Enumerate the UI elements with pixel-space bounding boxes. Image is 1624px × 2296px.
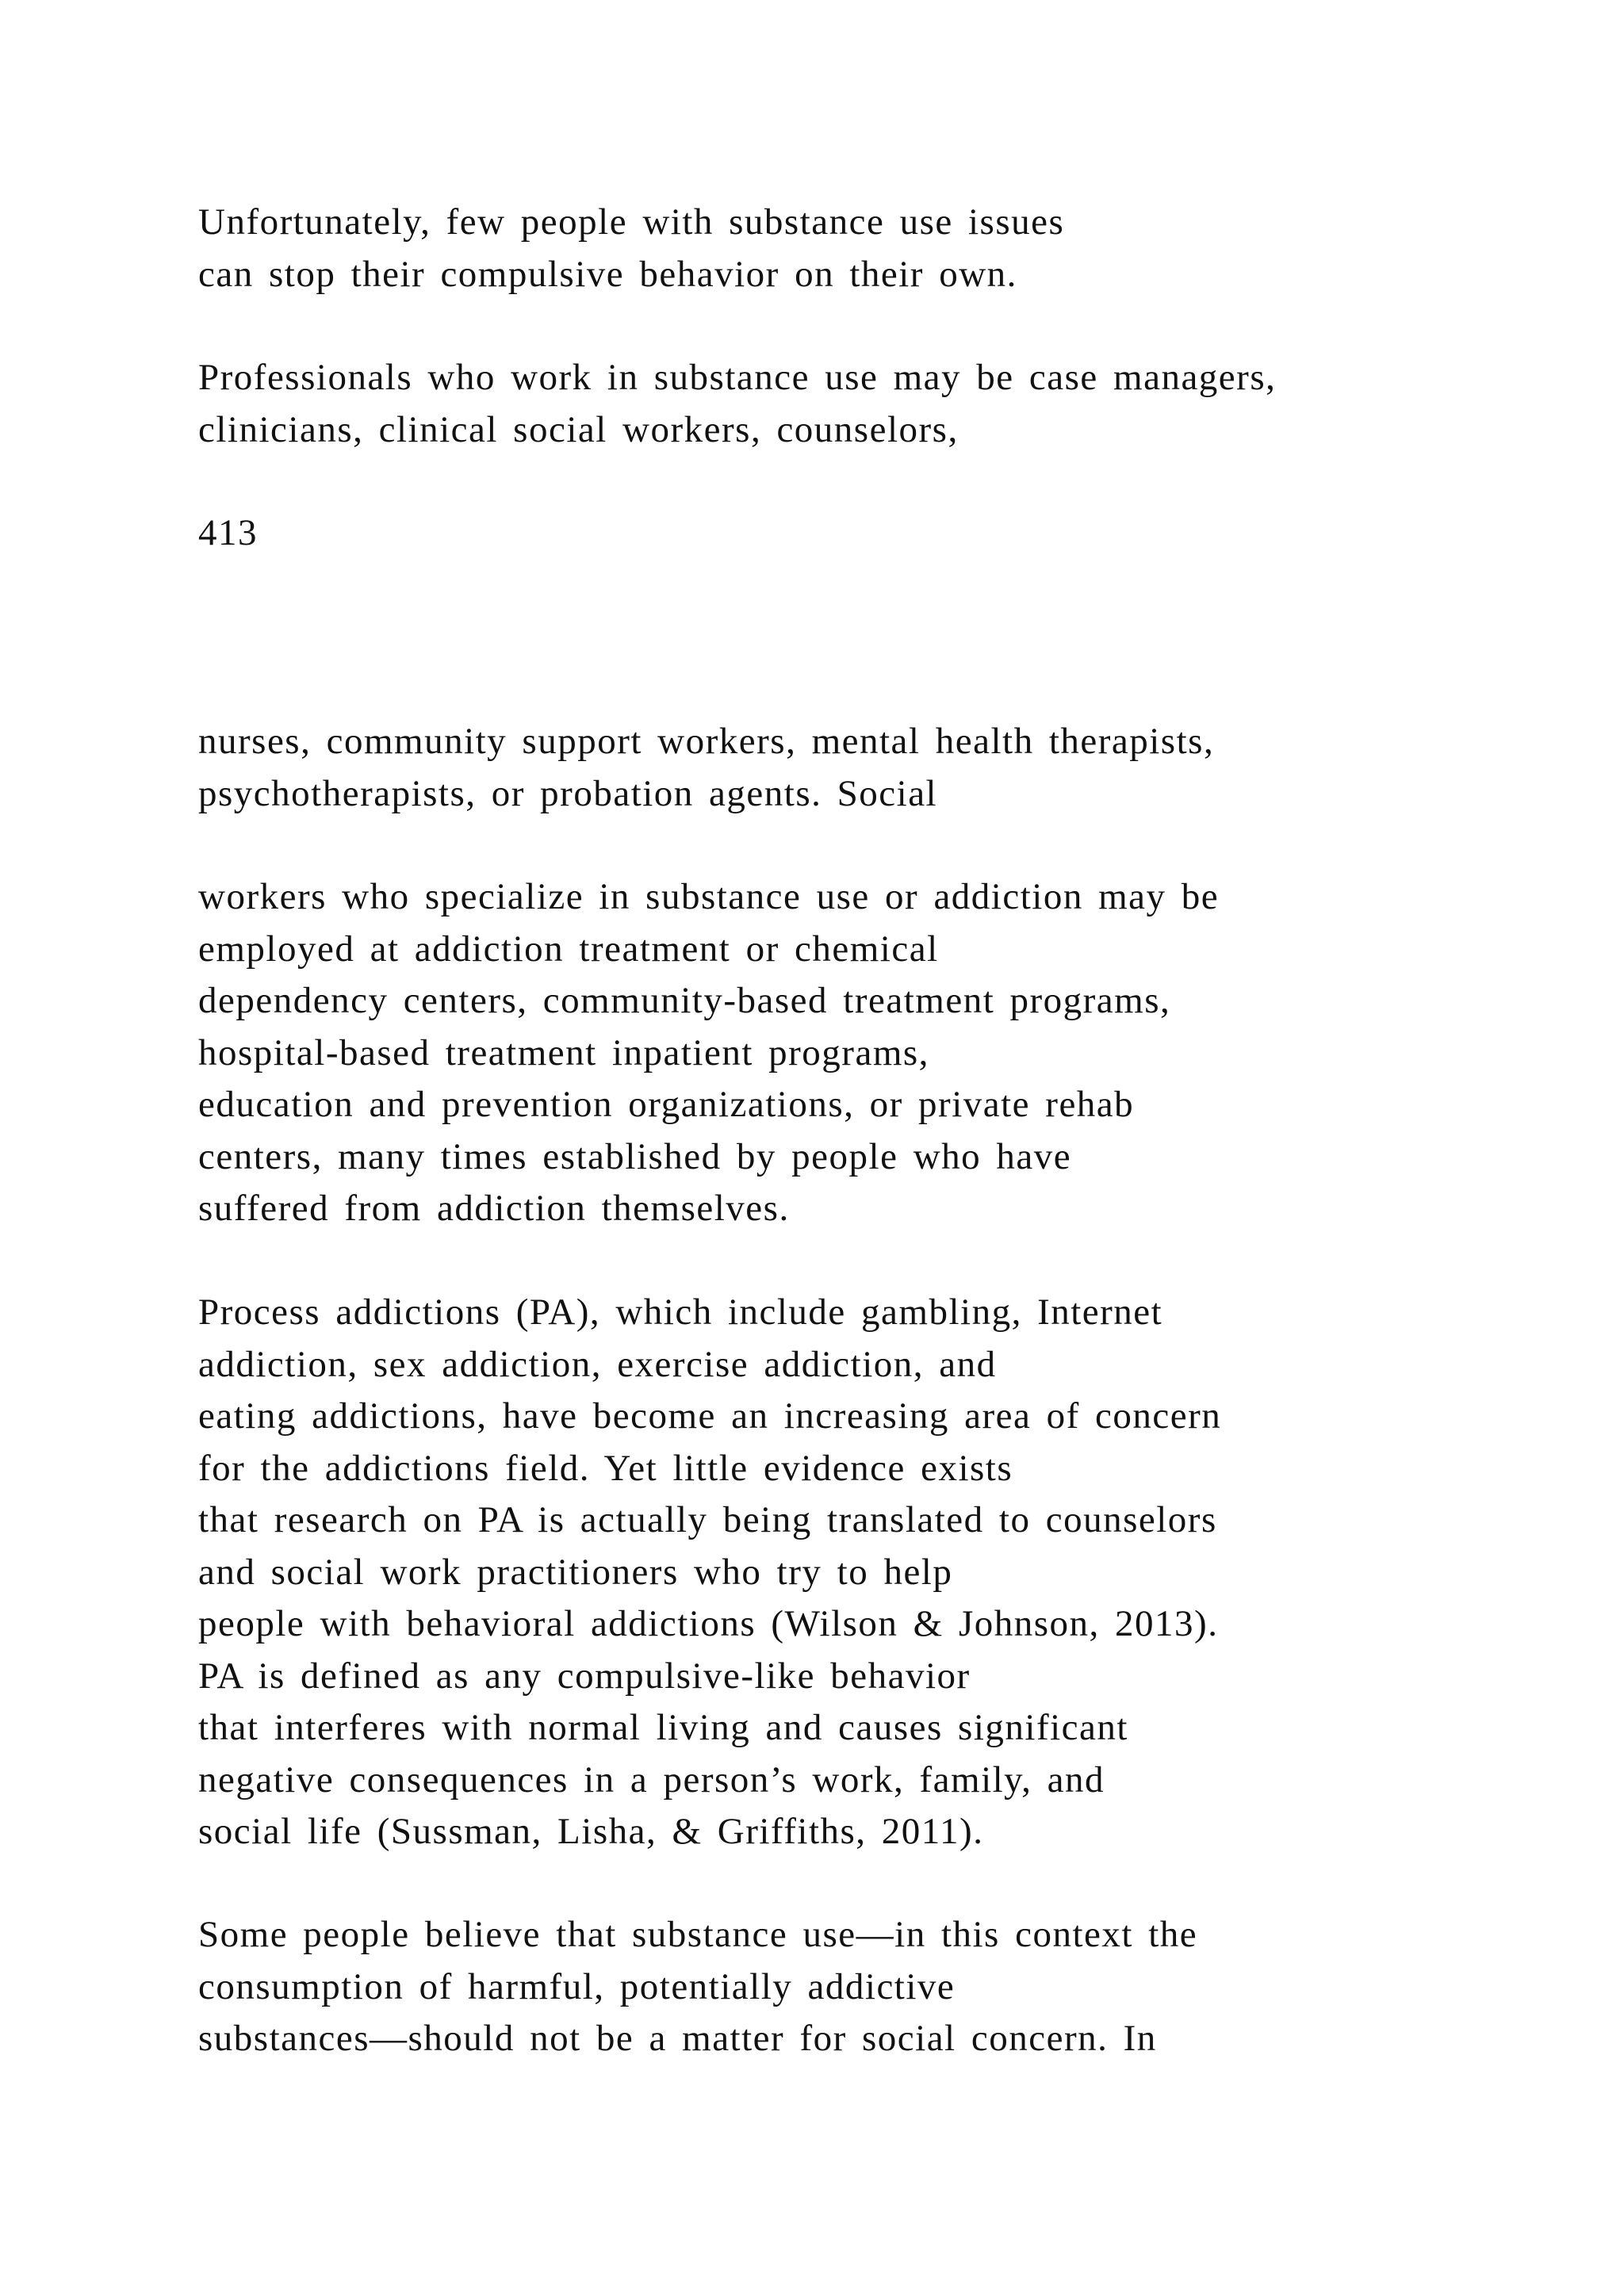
text-line: that interferes with normal living and causes significant xyxy=(198,1707,1128,1748)
text-line: employed at addiction treatment or chemical xyxy=(198,928,939,970)
text-line: Professionals who work in substance use may be case managers, xyxy=(198,357,1277,398)
text-line: dependency centers, community-based treatment programs, xyxy=(198,980,1171,1021)
text-line: eating addictions, have become an increasing area of concern xyxy=(198,1395,1222,1437)
text-line: PA is defined as any compulsive-like behavior xyxy=(198,1655,971,1697)
text-line: Some people believe that substance use—in this context the xyxy=(198,1914,1198,1955)
text-line: nurses, community support workers, mental health therapists, xyxy=(198,721,1215,762)
text-line: negative consequences in a person’s work, family, and xyxy=(198,1758,1105,1800)
text-line: social life (Sussman, Lisha, & Griffiths, 2011). xyxy=(198,1811,984,1852)
text-line: that research on PA is actually being translated to counselors xyxy=(198,1499,1217,1540)
text-line: consumption of harmful, potentially addictive xyxy=(198,1965,956,2007)
text-line: clinicians, clinical social workers, counselors, xyxy=(198,408,959,450)
text-line: and social work practitioners who try to help xyxy=(198,1551,953,1593)
paragraph-professionals xyxy=(198,352,1546,456)
text-line: hospital-based treatment inpatient programs, xyxy=(198,1031,929,1073)
paragraph-some-people xyxy=(198,1909,1546,2065)
text-line: Process addictions (PA), which include gambling, Internet xyxy=(198,1292,1163,1333)
text-line: for the addictions field. Yet little evidence exists xyxy=(198,1447,1013,1489)
text-line: people with behavioral addictions (Wilson & Johnson, 2013). xyxy=(198,1603,1219,1644)
text-line: workers who specialize in substance use or addiction may be xyxy=(198,876,1220,917)
paragraph-unfortunately xyxy=(198,197,1546,300)
page-number xyxy=(198,507,1546,560)
text-line: substances—should not be a matter for social concern. In xyxy=(198,2018,1157,2059)
text-line: Unfortunately, few people with substance use issues xyxy=(198,201,1065,243)
paragraph-nurses xyxy=(198,716,1546,820)
text-line: addiction, sex addiction, exercise addiction, and xyxy=(198,1343,997,1385)
text-line: psychotherapists, or probation agents. Social xyxy=(198,772,938,814)
page-number-text: 413 xyxy=(198,512,258,553)
text-line: suffered from addiction themselves. xyxy=(198,1188,790,1229)
text-line: education and prevention organizations, or private rehab xyxy=(198,1084,1135,1125)
text-line: centers, many times established by people who have xyxy=(198,1135,1072,1177)
paragraph-process-addictions xyxy=(198,1287,1546,1858)
paragraph-workers-specialize xyxy=(198,871,1546,1235)
text-line: can stop their compulsive behavior on their own. xyxy=(198,253,1017,295)
